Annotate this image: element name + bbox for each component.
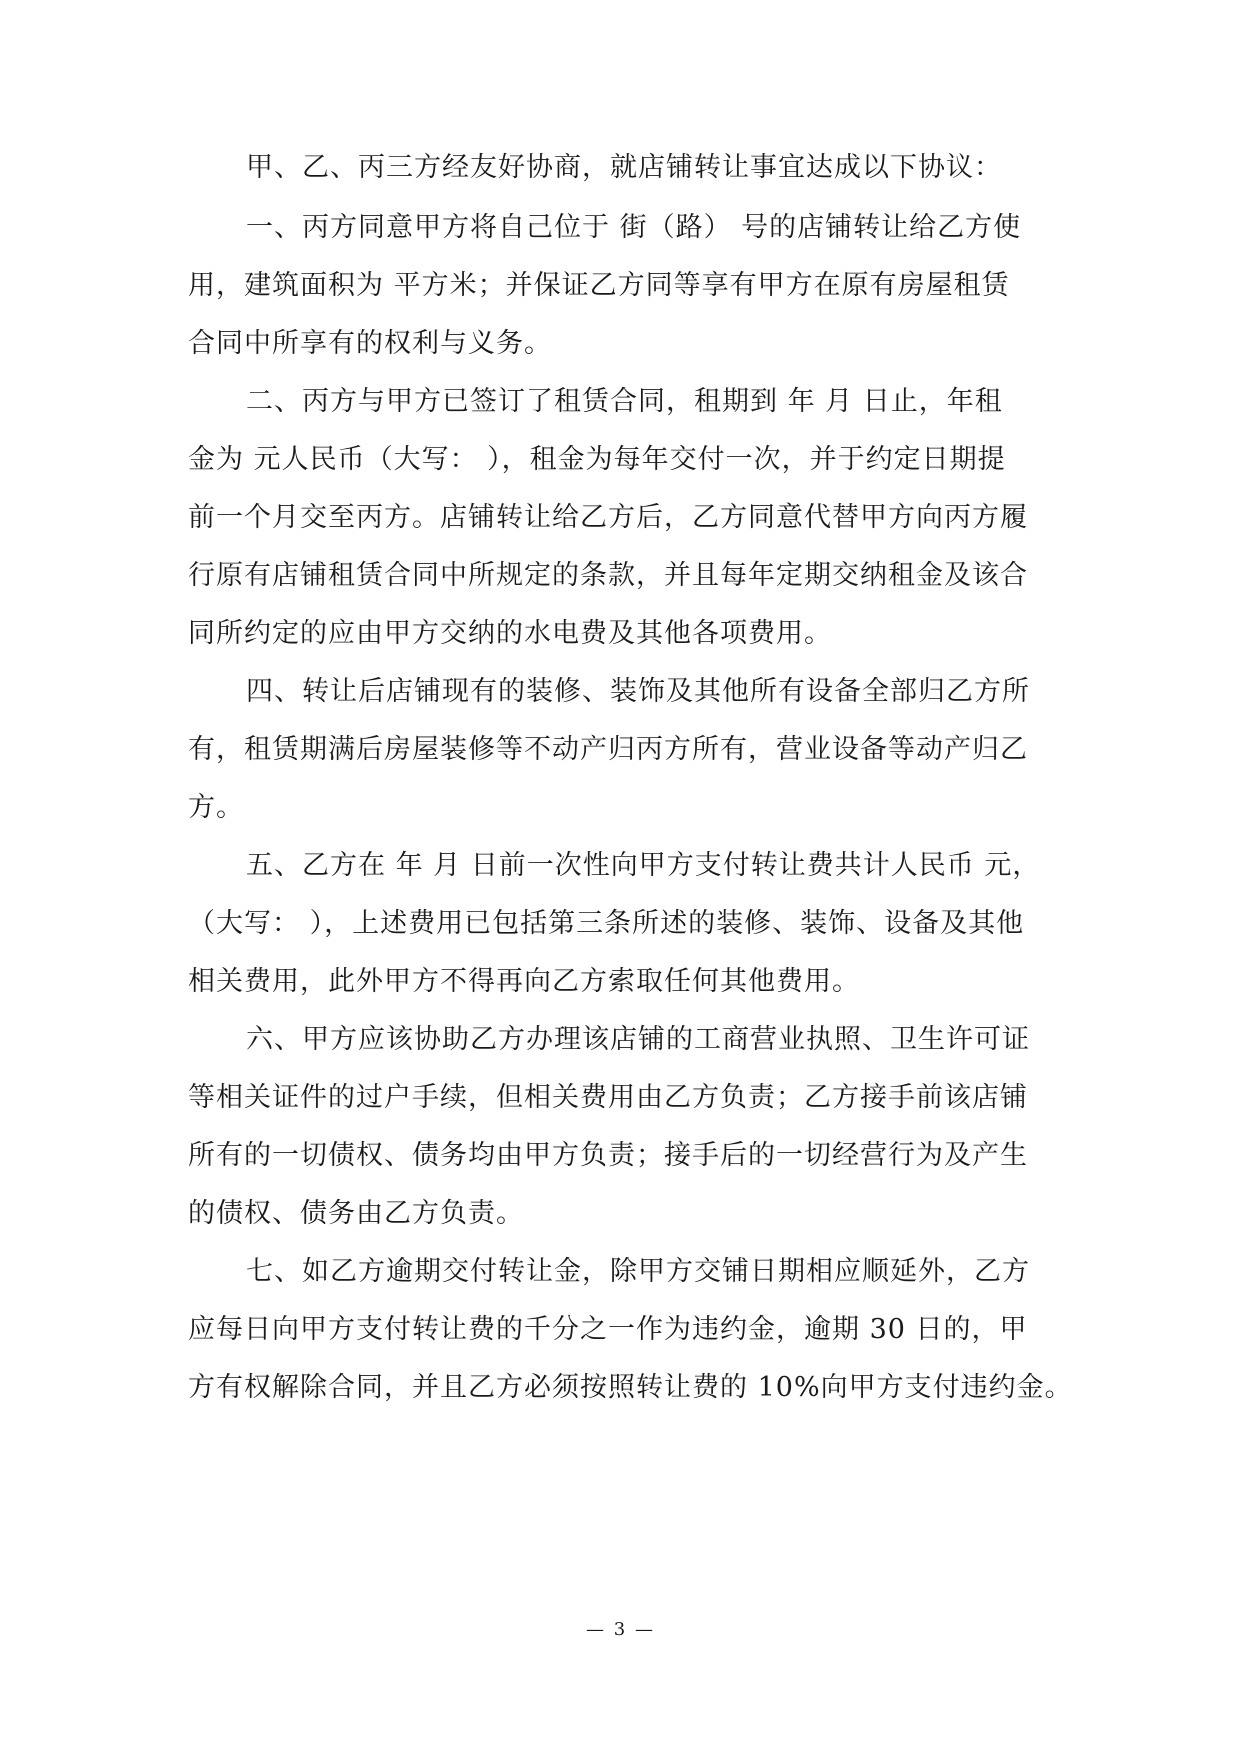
clause-6-line-2: 等相关证件的过户手续，但相关费用由乙方负责；乙方接手前该店铺 (188, 1082, 1028, 1113)
clause-2-line-3: 前一个月交至丙方。店铺转让给乙方后，乙方同意代替甲方向丙方履 (188, 502, 1028, 533)
clause-7-line-2: 应每日向甲方支付转让费的千分之一作为违约金，逾期 30 日的，甲 (188, 1314, 1028, 1345)
clause-7-line-3: 方有权解除合同，并且乙方必须按照转让费的 10%向甲方支付违约金。 (188, 1372, 1073, 1403)
clause-4-line-1: 四、转让后店铺现有的装修、装饰及其他所有设备全部归乙方所 (246, 676, 1030, 707)
clause-1-line-2: 用，建筑面积为 平方米；并保证乙方同等享有甲方在原有房屋租赁 (188, 270, 1010, 301)
clause-4-line-3: 方。 (188, 792, 244, 823)
clause-5-line-2: （大写： ），上述费用已包括第三条所述的装修、装饰、设备及其他 (188, 908, 1025, 939)
clause-1-line-3: 合同中所享有的权利与义务。 (188, 328, 552, 359)
clause-6-line-4: 的债权、债务由乙方负责。 (188, 1198, 524, 1229)
clause-6-line-3: 所有的一切债权、债务均由甲方负责；接手后的一切经营行为及产生 (188, 1140, 1028, 1171)
clause-2-line-2: 金为 元人民币（大写： ），租金为每年交付一次，并于约定日期提 (188, 444, 1006, 475)
clause-4-line-2: 有，租赁期满后房屋装修等不动产归丙方所有，营业设备等动产归乙 (188, 734, 1028, 765)
clause-6-line-1: 六、甲方应该协助乙方办理该店铺的工商营业执照、卫生许可证 (246, 1024, 1030, 1055)
clause-1-line-1: 一、丙方同意甲方将自己位于 街（路） 号的店铺转让给乙方使 (246, 212, 1022, 243)
clause-7-line-1: 七、如乙方逾期交付转让金，除甲方交铺日期相应顺延外，乙方 (246, 1256, 1030, 1287)
clause-2-line-1: 二、丙方与甲方已签订了租赁合同，租期到 年 月 日止，年租 (246, 386, 1003, 417)
clause-2-line-5: 同所约定的应由甲方交纳的水电费及其他各项费用。 (188, 618, 832, 649)
clause-5-line-3: 相关费用，此外甲方不得再向乙方索取任何其他费用。 (188, 966, 860, 997)
clause-5-line-1: 五、乙方在 年 月 日前一次性向甲方支付转让费共计人民币 元， (246, 850, 1041, 881)
intro-line: 甲、乙、丙三方经友好协商，就店铺转让事宜达成以下协议： (246, 152, 1002, 183)
page-number: — 3 — (586, 1619, 655, 1640)
clause-2-line-4: 行原有店铺租赁合同中所规定的条款，并且每年定期交纳租金及该合 (188, 560, 1028, 591)
